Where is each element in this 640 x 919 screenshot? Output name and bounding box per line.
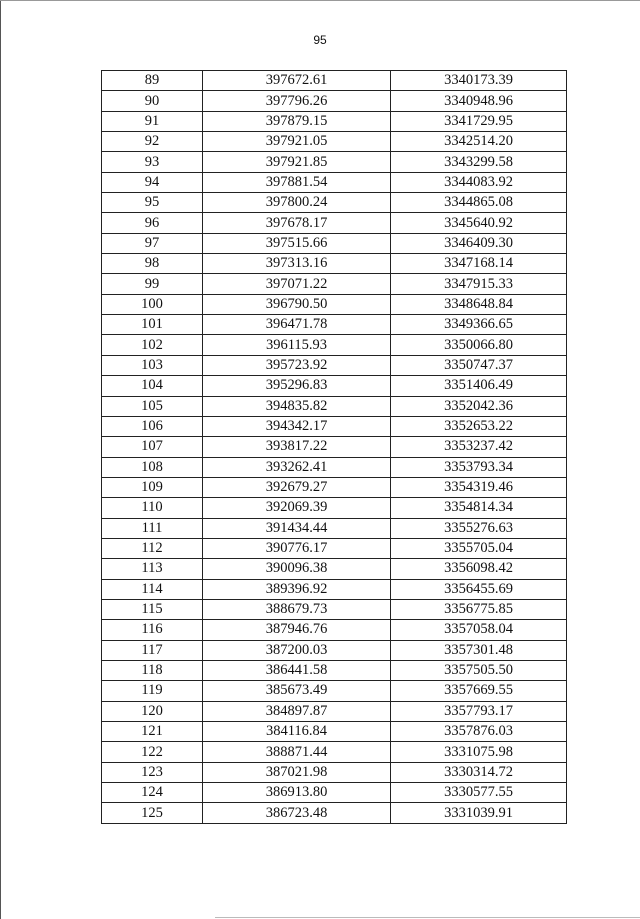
table-row bbox=[102, 660, 567, 680]
x-coordinate-cell: 397800.24 bbox=[203, 193, 391, 213]
point-number-cell: 115 bbox=[102, 599, 203, 619]
x-coordinate-cell: 387946.76 bbox=[203, 620, 391, 640]
table-row bbox=[102, 396, 567, 416]
point-number-cell: 108 bbox=[102, 457, 203, 477]
x-coordinate-cell: 390776.17 bbox=[203, 538, 391, 558]
page-left-edge bbox=[0, 0, 1, 919]
table-row bbox=[102, 783, 567, 803]
point-number-cell: 122 bbox=[102, 742, 203, 762]
x-coordinate-cell: 397796.26 bbox=[203, 91, 391, 111]
x-coordinate-cell: 393817.22 bbox=[203, 437, 391, 457]
table-row bbox=[102, 91, 567, 111]
point-number-cell: 110 bbox=[102, 498, 203, 518]
table-row bbox=[102, 111, 567, 131]
x-coordinate-cell: 385673.49 bbox=[203, 681, 391, 701]
y-coordinate-cell: 3330577.55 bbox=[391, 783, 567, 803]
table-row bbox=[102, 477, 567, 497]
table-row bbox=[102, 762, 567, 782]
x-coordinate-cell: 388871.44 bbox=[203, 742, 391, 762]
x-coordinate-cell: 396471.78 bbox=[203, 315, 391, 335]
y-coordinate-cell: 3356455.69 bbox=[391, 579, 567, 599]
y-coordinate-cell: 3353793.34 bbox=[391, 457, 567, 477]
x-coordinate-cell: 397879.15 bbox=[203, 111, 391, 131]
point-number-cell: 100 bbox=[102, 294, 203, 314]
table-row bbox=[102, 294, 567, 314]
table-row bbox=[102, 233, 567, 253]
x-coordinate-cell: 388679.73 bbox=[203, 599, 391, 619]
point-number-cell: 98 bbox=[102, 254, 203, 274]
point-number-cell: 118 bbox=[102, 660, 203, 680]
table-row bbox=[102, 152, 567, 172]
x-coordinate-cell: 397678.17 bbox=[203, 213, 391, 233]
table-row bbox=[102, 559, 567, 579]
point-number-cell: 112 bbox=[102, 538, 203, 558]
y-coordinate-cell: 3340948.96 bbox=[391, 91, 567, 111]
y-coordinate-cell: 3348648.84 bbox=[391, 294, 567, 314]
point-number-cell: 97 bbox=[102, 233, 203, 253]
table-row bbox=[102, 213, 567, 233]
table-row bbox=[102, 335, 567, 355]
x-coordinate-cell: 384116.84 bbox=[203, 722, 391, 742]
x-coordinate-cell: 387021.98 bbox=[203, 762, 391, 782]
table-row bbox=[102, 416, 567, 436]
table-row bbox=[102, 498, 567, 518]
y-coordinate-cell: 3352042.36 bbox=[391, 396, 567, 416]
point-number-cell: 92 bbox=[102, 132, 203, 152]
x-coordinate-cell: 384897.87 bbox=[203, 701, 391, 721]
point-number-cell: 90 bbox=[102, 91, 203, 111]
y-coordinate-cell: 3354319.46 bbox=[391, 477, 567, 497]
point-number-cell: 91 bbox=[102, 111, 203, 131]
point-number-cell: 103 bbox=[102, 355, 203, 375]
x-coordinate-cell: 395723.92 bbox=[203, 355, 391, 375]
point-number-cell: 111 bbox=[102, 518, 203, 538]
table-row bbox=[102, 437, 567, 457]
y-coordinate-cell: 3357058.04 bbox=[391, 620, 567, 640]
y-coordinate-cell: 3352653.22 bbox=[391, 416, 567, 436]
table-row bbox=[102, 803, 567, 823]
y-coordinate-cell: 3340173.39 bbox=[391, 71, 567, 91]
y-coordinate-cell: 3357669.55 bbox=[391, 681, 567, 701]
table-row bbox=[102, 71, 567, 91]
x-coordinate-cell: 386441.58 bbox=[203, 660, 391, 680]
x-coordinate-cell: 392069.39 bbox=[203, 498, 391, 518]
y-coordinate-cell: 3357505.50 bbox=[391, 660, 567, 680]
point-number-cell: 123 bbox=[102, 762, 203, 782]
point-number-cell: 101 bbox=[102, 315, 203, 335]
y-coordinate-cell: 3342514.20 bbox=[391, 132, 567, 152]
point-number-cell: 99 bbox=[102, 274, 203, 294]
y-coordinate-cell: 3350066.80 bbox=[391, 335, 567, 355]
x-coordinate-cell: 394835.82 bbox=[203, 396, 391, 416]
x-coordinate-cell: 397313.16 bbox=[203, 254, 391, 274]
x-coordinate-cell: 393262.41 bbox=[203, 457, 391, 477]
y-coordinate-cell: 3357876.03 bbox=[391, 722, 567, 742]
table-row bbox=[102, 518, 567, 538]
table-row bbox=[102, 579, 567, 599]
coordinate-table-body bbox=[102, 71, 567, 824]
y-coordinate-cell: 3331039.91 bbox=[391, 803, 567, 823]
point-number-cell: 102 bbox=[102, 335, 203, 355]
table-row bbox=[102, 132, 567, 152]
x-coordinate-cell: 390096.38 bbox=[203, 559, 391, 579]
x-coordinate-cell: 396115.93 bbox=[203, 335, 391, 355]
y-coordinate-cell: 3355276.63 bbox=[391, 518, 567, 538]
point-number-cell: 113 bbox=[102, 559, 203, 579]
point-number-cell: 89 bbox=[102, 71, 203, 91]
x-coordinate-cell: 397672.61 bbox=[203, 71, 391, 91]
x-coordinate-cell: 389396.92 bbox=[203, 579, 391, 599]
page-top-edge bbox=[0, 0, 640, 1]
y-coordinate-cell: 3347915.33 bbox=[391, 274, 567, 294]
table-row bbox=[102, 172, 567, 192]
y-coordinate-cell: 3345640.92 bbox=[391, 213, 567, 233]
y-coordinate-cell: 3354814.34 bbox=[391, 498, 567, 518]
y-coordinate-cell: 3344865.08 bbox=[391, 193, 567, 213]
x-coordinate-cell: 395296.83 bbox=[203, 376, 391, 396]
point-number-cell: 106 bbox=[102, 416, 203, 436]
x-coordinate-cell: 386723.48 bbox=[203, 803, 391, 823]
x-coordinate-cell: 394342.17 bbox=[203, 416, 391, 436]
table-row bbox=[102, 193, 567, 213]
y-coordinate-cell: 3349366.65 bbox=[391, 315, 567, 335]
table-row bbox=[102, 681, 567, 701]
table-row bbox=[102, 640, 567, 660]
table-row bbox=[102, 538, 567, 558]
point-number-cell: 117 bbox=[102, 640, 203, 660]
y-coordinate-cell: 3330314.72 bbox=[391, 762, 567, 782]
y-coordinate-cell: 3357301.48 bbox=[391, 640, 567, 660]
table-row bbox=[102, 376, 567, 396]
y-coordinate-cell: 3350747.37 bbox=[391, 355, 567, 375]
x-coordinate-cell: 396790.50 bbox=[203, 294, 391, 314]
table-row bbox=[102, 355, 567, 375]
point-number-cell: 116 bbox=[102, 620, 203, 640]
y-coordinate-cell: 3356775.85 bbox=[391, 599, 567, 619]
point-number-cell: 104 bbox=[102, 376, 203, 396]
point-number-cell: 95 bbox=[102, 193, 203, 213]
point-number-cell: 120 bbox=[102, 701, 203, 721]
table-row bbox=[102, 274, 567, 294]
x-coordinate-cell: 397921.05 bbox=[203, 132, 391, 152]
coordinate-table bbox=[101, 70, 567, 824]
point-number-cell: 94 bbox=[102, 172, 203, 192]
point-number-cell: 93 bbox=[102, 152, 203, 172]
y-coordinate-cell: 3356098.42 bbox=[391, 559, 567, 579]
y-coordinate-cell: 3341729.95 bbox=[391, 111, 567, 131]
page-number: 95 bbox=[313, 33, 327, 47]
table-row bbox=[102, 742, 567, 762]
y-coordinate-cell: 3343299.58 bbox=[391, 152, 567, 172]
point-number-cell: 105 bbox=[102, 396, 203, 416]
table-row bbox=[102, 599, 567, 619]
y-coordinate-cell: 3355705.04 bbox=[391, 538, 567, 558]
table-row bbox=[102, 254, 567, 274]
point-number-cell: 124 bbox=[102, 783, 203, 803]
x-coordinate-cell: 387200.03 bbox=[203, 640, 391, 660]
table-row bbox=[102, 457, 567, 477]
x-coordinate-cell: 397071.22 bbox=[203, 274, 391, 294]
x-coordinate-cell: 397881.54 bbox=[203, 172, 391, 192]
point-number-cell: 119 bbox=[102, 681, 203, 701]
x-coordinate-cell: 391434.44 bbox=[203, 518, 391, 538]
y-coordinate-cell: 3346409.30 bbox=[391, 233, 567, 253]
y-coordinate-cell: 3347168.14 bbox=[391, 254, 567, 274]
table-row bbox=[102, 315, 567, 335]
y-coordinate-cell: 3353237.42 bbox=[391, 437, 567, 457]
table-row bbox=[102, 620, 567, 640]
y-coordinate-cell: 3331075.98 bbox=[391, 742, 567, 762]
x-coordinate-cell: 397921.85 bbox=[203, 152, 391, 172]
point-number-cell: 107 bbox=[102, 437, 203, 457]
table-row bbox=[102, 701, 567, 721]
page-bottom-edge bbox=[215, 917, 640, 918]
y-coordinate-cell: 3357793.17 bbox=[391, 701, 567, 721]
point-number-cell: 96 bbox=[102, 213, 203, 233]
y-coordinate-cell: 3351406.49 bbox=[391, 376, 567, 396]
table-row bbox=[102, 722, 567, 742]
point-number-cell: 114 bbox=[102, 579, 203, 599]
point-number-cell: 125 bbox=[102, 803, 203, 823]
x-coordinate-cell: 386913.80 bbox=[203, 783, 391, 803]
point-number-cell: 121 bbox=[102, 722, 203, 742]
y-coordinate-cell: 3344083.92 bbox=[391, 172, 567, 192]
x-coordinate-cell: 397515.66 bbox=[203, 233, 391, 253]
point-number-cell: 109 bbox=[102, 477, 203, 497]
x-coordinate-cell: 392679.27 bbox=[203, 477, 391, 497]
